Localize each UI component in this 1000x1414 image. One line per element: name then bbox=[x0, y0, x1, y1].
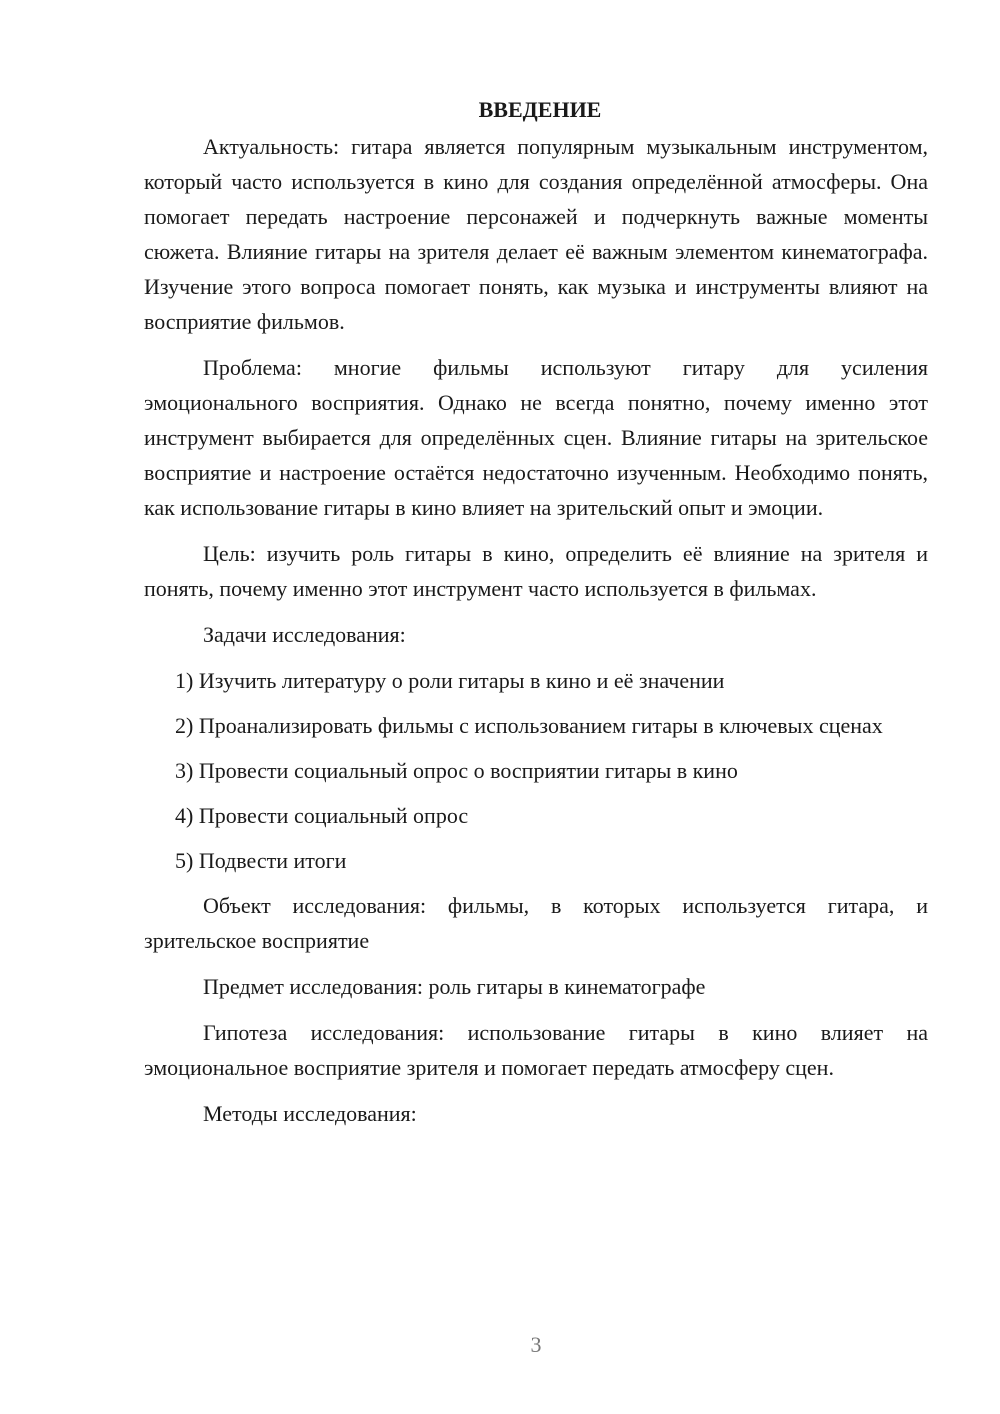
paragraph-object: Объект исследования: фильмы, в которых используется гитара, и зрительское восприятие bbox=[144, 893, 928, 953]
paragraph-problem: Проблема: многие фильмы используют гитару для усиления эмоционального восприятия. Однако не всегда понятно, почему именно этот инструмент выбирается для определённых сцен. Влияние гитары на зрительское восприятие и настроение остаётся недостаточно изученным. Необходимо понять, как использование гитары в кино влияет на зрительский опыт и эмоции. bbox=[144, 355, 928, 520]
paragraph-goal: Цель: изучить роль гитары в кино, определить её влияние на зрителя и понять, почему именно этот инструмент часто используется в фильмах. bbox=[144, 541, 928, 601]
document-page bbox=[144, 92, 928, 1142]
methods-heading: Методы исследования: bbox=[203, 1101, 417, 1126]
paragraph-relevance: Актуальность: гитара является популярным музыкальным инструментом, который часто используется в кино для создания определённой атмосферы. Она помогает передать настроение персонажей и подчеркнуть важные моменты сюжета. Влияние гитары на зрителя делает её важным элементом кинематографа. Изучение этого вопроса помогает понять, как музыка и инструменты влияют на восприятие фильмов. bbox=[144, 134, 928, 334]
tasks-list bbox=[144, 663, 928, 878]
list-item: 2) Проанализировать фильмы с использованием гитары в ключевых сценах bbox=[175, 713, 883, 738]
paragraph-subject: Предмет исследования: роль гитары в кинематографе bbox=[203, 974, 706, 999]
section-title: ВВЕДЕНИЕ bbox=[478, 97, 602, 122]
paragraph-hypothesis: Гипотеза исследования: использование гитары в кино влияет на эмоциональное восприятие зрителя и помогает передать атмосферу сцен. bbox=[144, 1020, 928, 1080]
list-item: 4) Провести социальный опрос bbox=[175, 803, 469, 828]
list-item: 1) Изучить литературу о роли гитары в кино и её значении bbox=[175, 668, 725, 693]
list-item: 3) Провести социальный опрос о восприятии гитары в кино bbox=[175, 758, 738, 783]
list-item: 5) Подвести итоги bbox=[175, 848, 347, 873]
tasks-heading: Задачи исследования: bbox=[203, 622, 406, 647]
page-number: 3 bbox=[530, 1332, 542, 1357]
